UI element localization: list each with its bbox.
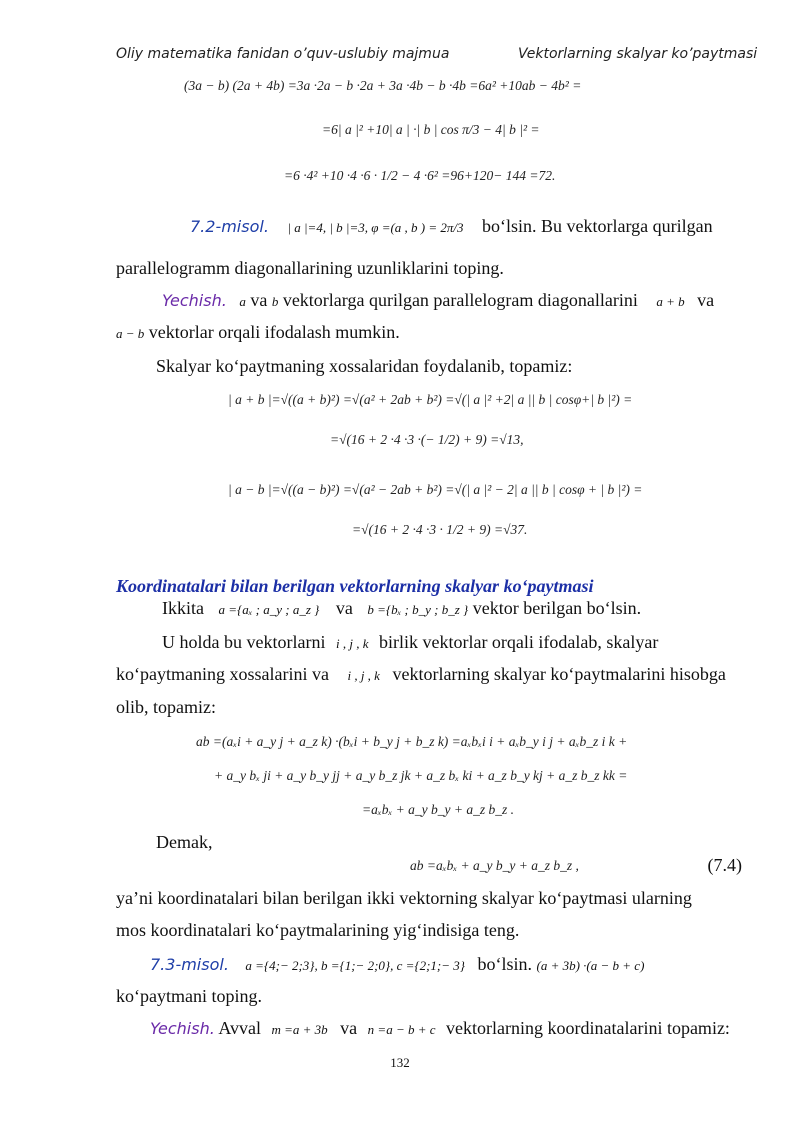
vector-difference: a − b	[116, 326, 145, 341]
text: vektor berilgan bo‘lsin.	[472, 598, 642, 618]
vector-a: a	[239, 294, 246, 309]
paragraph-unit-vectors-2	[116, 664, 726, 685]
paragraph-conclusion-2: mos koordinatalari ko‘paytmalarining yig‘indisiga teng.	[116, 920, 520, 940]
text-va: va	[340, 1018, 358, 1038]
solution-line-2	[116, 322, 400, 343]
text: vektorlarning koordinatalarini topamiz:	[446, 1018, 730, 1038]
paragraph-given-vectors	[162, 598, 641, 619]
text: birlik vektorlar orqali ifodalab, skalyar	[378, 632, 659, 652]
example-7-2-text: parallelogramm diagonallarining uzunliklarini toping.	[116, 258, 504, 278]
example-expression: (a + 3b) ·(a − b + c)	[536, 958, 645, 973]
text: Avval	[218, 1018, 261, 1038]
solution-line-1	[162, 290, 714, 311]
solution-label: Yechish.	[150, 1019, 215, 1038]
equation-sum-length: | a + b |=√((a + b)²) =√(a² + 2ab + b²) =√(| a |² +2| a || b | cosφ+| b |²) =	[228, 392, 633, 407]
example-text: bo‘lsin. Bu vektorlarga qurilgan	[482, 216, 713, 236]
running-header-left: Oliy matematika fanidan o’quv-uslubiy majmua	[116, 46, 450, 62]
equation-difference-length: | a − b |=√((a − b)²) =√(a² − 2ab + b²) =√(| a |² − 2| a || b | cosφ + | b |²) =	[228, 482, 643, 497]
running-header-right: Vektorlarning skalyar ko’paytmasi	[518, 46, 758, 62]
example-label: 7.3-misol.	[150, 955, 229, 974]
equation-expansion: (3a − b) (2a + 4b) =3a ·2a − b ·2a + 3a ·4b − b ·4b =6a² +10ab − 4b² =	[184, 78, 582, 93]
text: vektorlarning skalyar ko‘paytmalarini hisobga	[392, 664, 726, 684]
formula-m: m =a + 3b	[271, 1022, 328, 1037]
vector-b: b	[271, 294, 279, 309]
text-va: va	[335, 598, 353, 618]
example-7-2-line	[190, 216, 713, 237]
text: Ikkita	[162, 598, 204, 618]
equation-difference-result: =√(16 + 2 ·4 ·3 · 1/2 + 9) =√37.	[352, 522, 528, 537]
page-number: 132	[390, 1055, 410, 1070]
equation-product-expansion: ab =(aₓi + a_y j + a_z k) ·(bₓi + b_y j + b_z k) =aₓbₓi i + aₓb_y i j + aₓb_z i k +	[196, 734, 628, 749]
example-given-formula: | a |=4, | b |=3, φ =(a , b ) = 2π/3	[287, 220, 464, 235]
formula-n: n =a − b + c	[367, 1022, 436, 1037]
solution-2-line	[150, 1018, 730, 1039]
paragraph-unit-vectors-1	[162, 632, 658, 653]
text-demak: Demak,	[156, 832, 213, 852]
equation-sum-result: =√(16 + 2 ·4 ·3 ·(− 1/2) + 9) =√13,	[330, 432, 524, 447]
example-7-3-text: ko‘paytmani toping.	[116, 986, 262, 1006]
example-text: bo‘lsin.	[477, 954, 532, 974]
equation-result: =6 ·4² +10 ·4 ·6 · 1/2 − 4 ·6² =96+120− 144 =72.	[284, 168, 556, 183]
equation-7-4: ab =aₓbₓ + a_y b_y + a_z b_z ,	[410, 858, 579, 873]
solution-text: vektorlarga qurilgan parallelogram diagonallarini	[282, 290, 638, 310]
example-label: 7.2-misol.	[190, 217, 269, 236]
text: ko‘paytmaning xossalarini va	[116, 664, 329, 684]
equation-product-terms: + a_y bₓ ji + a_y b_y jj + a_y b_z jk + a_z bₓ ki + a_z b_y kj + a_z b_z kk =	[214, 768, 628, 783]
example-7-3-line	[150, 954, 644, 975]
vector-sum: a + b	[656, 294, 685, 309]
equation-product-result: =aₓbₓ + a_y b_y + a_z b_z .	[362, 802, 514, 817]
formula-ijk: i , j , k	[335, 636, 369, 651]
formula-ijk: i , j , k	[347, 668, 380, 683]
equation-number: (7.4)	[707, 855, 742, 875]
paragraph-unit-vectors-3: olib, topamiz:	[116, 697, 216, 717]
paragraph-conclusion-1: ya’ni koordinatalari bilan berilgan ikki vektorning skalyar ko‘paytmasi ularning	[116, 888, 692, 908]
formula-vector-b: b ={bₓ ; b_y ; b_z }	[367, 602, 469, 617]
paragraph-properties: Skalyar ko‘paytmaning xossalaridan foydalanib, topamiz:	[156, 356, 573, 376]
formula-vector-a: a ={aₓ ; a_y ; a_z }	[218, 602, 320, 617]
section-heading: Koordinatalari bilan berilgan vektorlarning skalyar ko‘paytmasi	[116, 576, 594, 596]
solution-text: vektorlar orqali ifodalash mumkin.	[148, 322, 400, 342]
text-va: va	[697, 290, 715, 310]
solution-label: Yechish.	[162, 291, 227, 310]
example-given-formula: a ={4;− 2;3}, b ={1;− 2;0}, c ={2;1;− 3}	[245, 958, 465, 973]
equation-modulus: =6| a |² +10| a | ·| b | cos π/3 − 4| b |² =	[322, 122, 540, 137]
text: U holda bu vektorlarni	[162, 632, 326, 652]
text-va: va	[250, 290, 268, 310]
